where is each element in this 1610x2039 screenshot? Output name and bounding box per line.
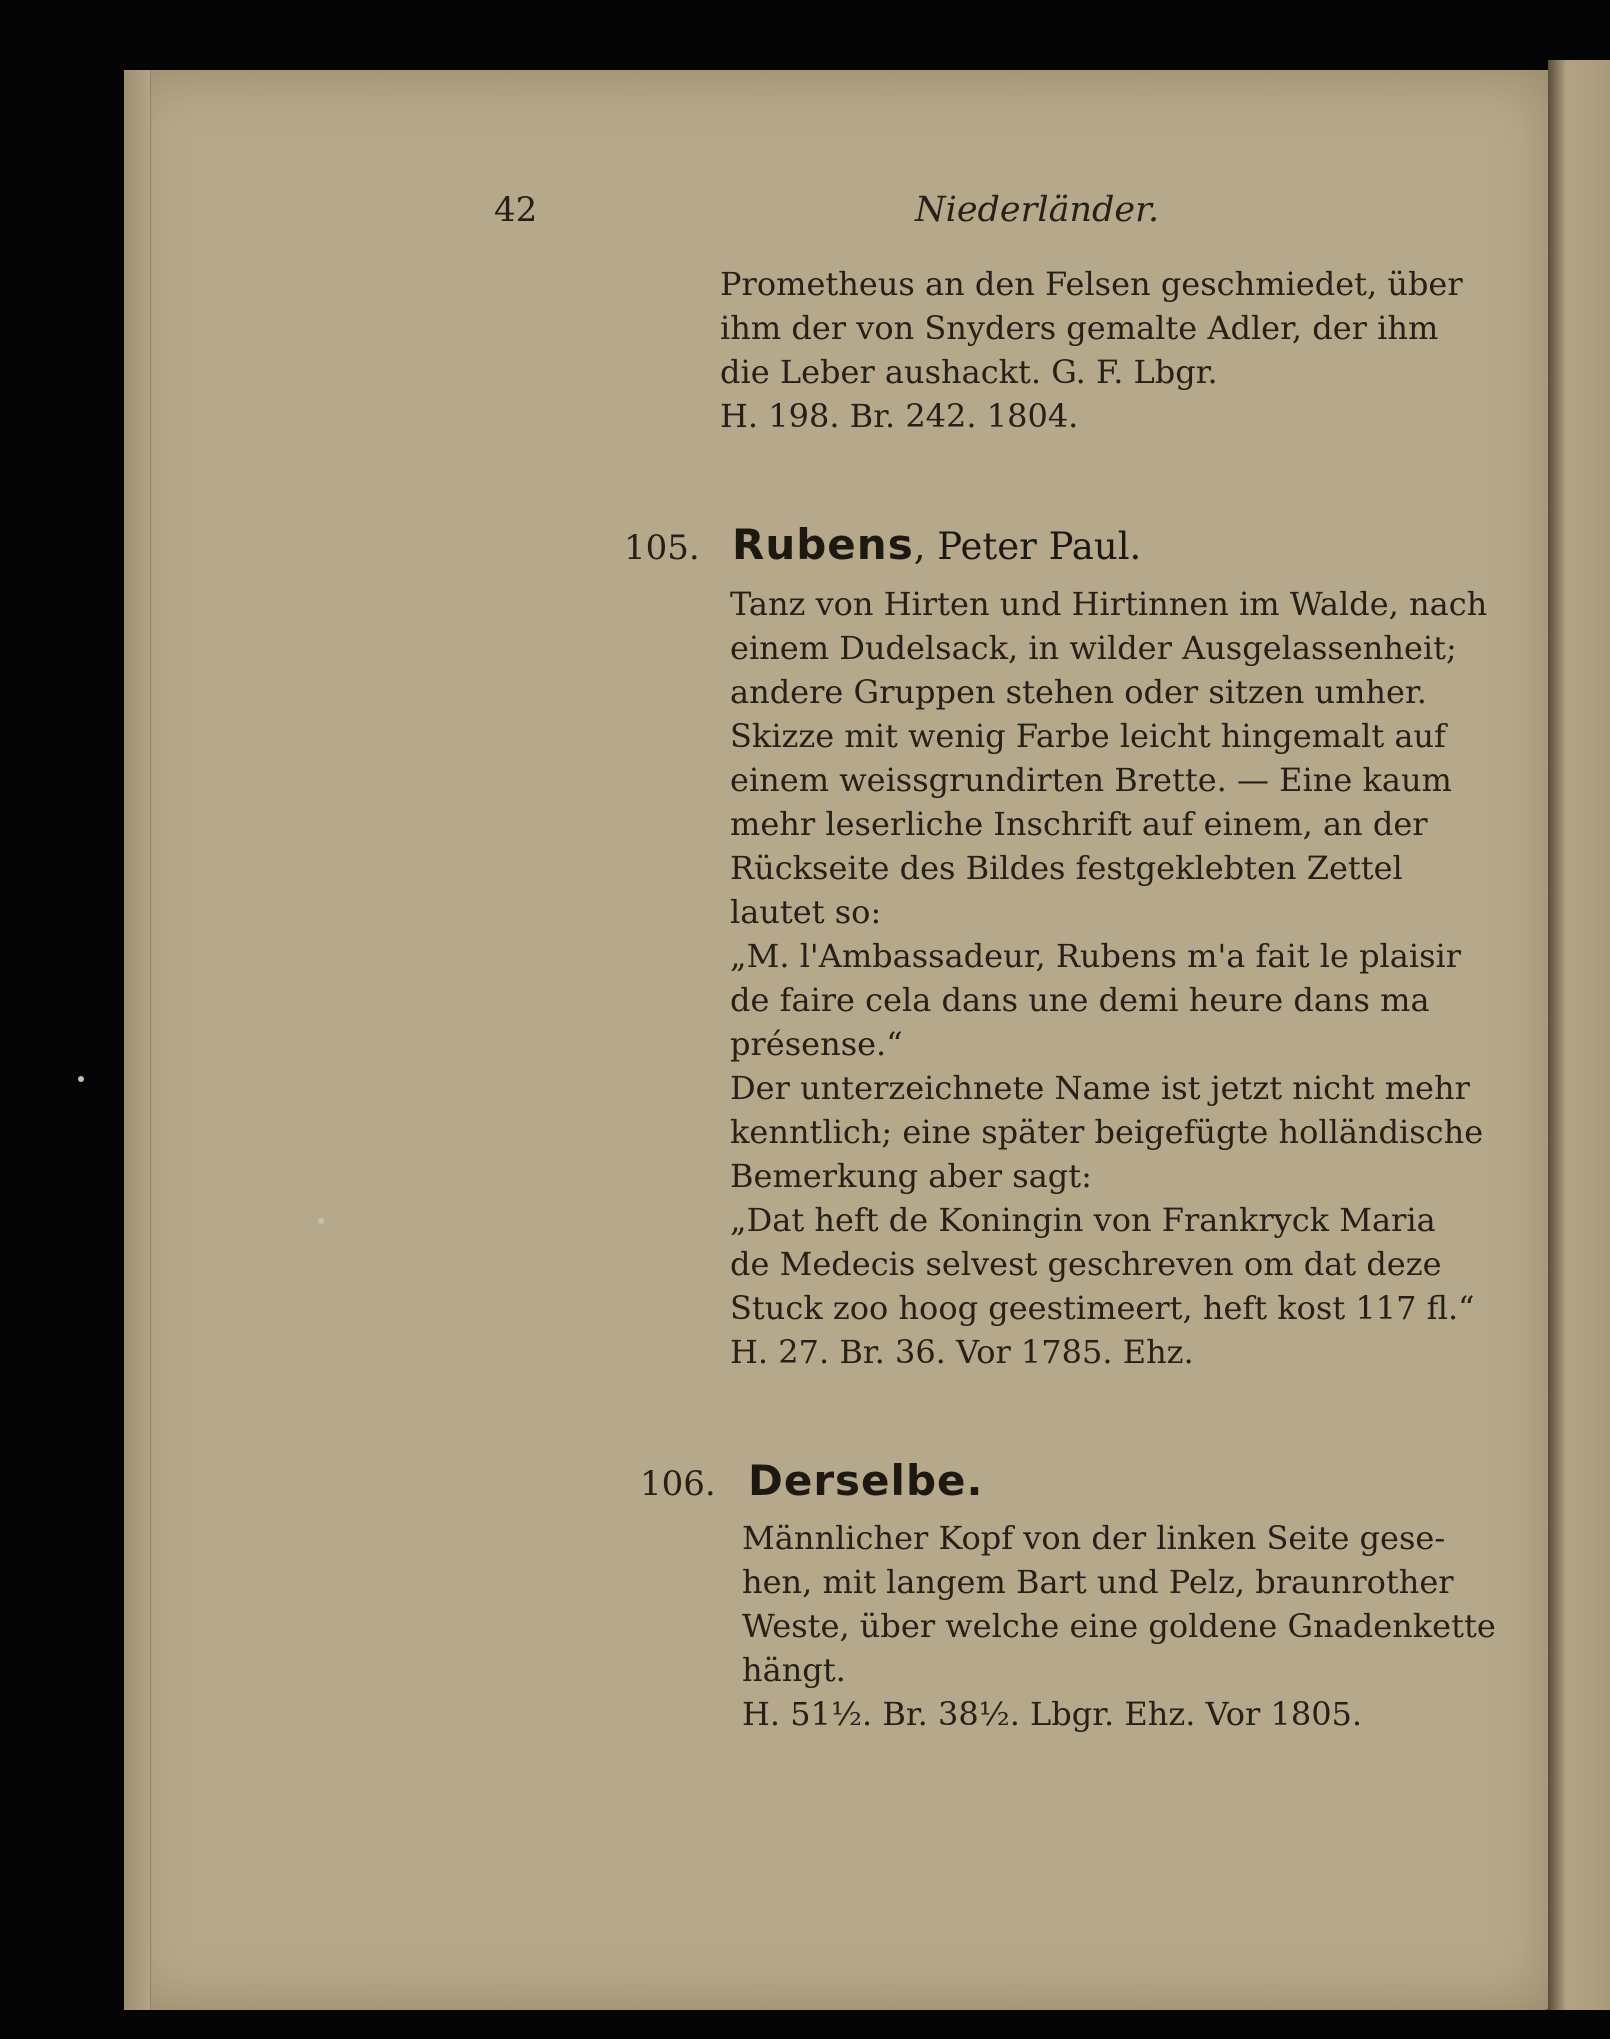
section-title: Niederländer. bbox=[915, 190, 1160, 230]
text-line: de faire cela dans une demi heure dans ma bbox=[730, 981, 1430, 1019]
text-line: Weste, über welche eine goldene Gnadenkette bbox=[742, 1607, 1496, 1645]
text-line: H. 198. Br. 242. 1804. bbox=[720, 397, 1079, 435]
entry-artist bbox=[732, 520, 1141, 569]
text-line: H. 51½. Br. 38½. Lbgr. Ehz. Vor 1805. bbox=[742, 1695, 1363, 1733]
text-line: andere Gruppen stehen oder sitzen umher. bbox=[730, 673, 1427, 711]
text-line: H. 27. Br. 36. Vor 1785. Ehz. bbox=[730, 1333, 1194, 1371]
book-gutter bbox=[1548, 60, 1610, 2010]
page-number: 42 bbox=[494, 190, 538, 230]
page-left-edge bbox=[124, 70, 151, 2010]
page-speck bbox=[318, 1218, 324, 1224]
text-line: de Medecis selvest geschreven om dat deze bbox=[730, 1245, 1442, 1283]
entry-number: 105. bbox=[624, 528, 700, 568]
text-line: mehr leserliche Inschrift auf einem, an der bbox=[730, 805, 1428, 843]
text-line: die Leber aushackt. G. F. Lbgr. bbox=[720, 353, 1218, 391]
text-line: ihm der von Snyders gemalte Adler, der ihm bbox=[720, 309, 1439, 347]
artist-surname: Rubens bbox=[732, 520, 914, 569]
text-line: présense.“ bbox=[730, 1025, 903, 1063]
artist-given-name: , Peter Paul. bbox=[913, 525, 1142, 568]
text-line: einem Dudelsack, in wilder Ausgelassenheit; bbox=[730, 629, 1457, 667]
text-line: Der unterzeichnete Name ist jetzt nicht mehr bbox=[730, 1069, 1470, 1107]
continuation-text bbox=[720, 262, 1463, 438]
text-line: Prometheus an den Felsen geschmiedet, über bbox=[720, 265, 1463, 303]
entry-artist bbox=[748, 1456, 983, 1505]
text-line: Stuck zoo hoog geestimeert, heft kost 117 fl.“ bbox=[730, 1289, 1475, 1327]
text-line: lautet so: bbox=[730, 893, 882, 931]
entry-number: 106. bbox=[640, 1464, 716, 1504]
text-line: Skizze mit wenig Farbe leicht hingemalt auf bbox=[730, 717, 1446, 755]
artist-surname: Derselbe. bbox=[748, 1456, 984, 1505]
text-line: Männlicher Kopf von der linken Seite gese- bbox=[742, 1519, 1446, 1557]
text-line: einem weissgrundirten Brette. — Eine kaum bbox=[730, 761, 1452, 799]
page-speck bbox=[78, 1076, 84, 1082]
text-line: Tanz von Hirten und Hirtinnen im Walde, nach bbox=[730, 585, 1488, 623]
entry-description bbox=[730, 582, 1487, 1374]
text-line: Rückseite des Bildes festgeklebten Zettel bbox=[730, 849, 1403, 887]
text-line: Bemerkung aber sagt: bbox=[730, 1157, 1092, 1195]
text-line: hängt. bbox=[742, 1651, 846, 1689]
text-line: hen, mit langem Bart und Pelz, braunrother bbox=[742, 1563, 1454, 1601]
text-line: „M. l'Ambassadeur, Rubens m'a fait le plaisir bbox=[730, 937, 1462, 975]
text-line: kenntlich; eine später beigefügte holländische bbox=[730, 1113, 1484, 1151]
text-line: „Dat heft de Koningin von Frankryck Maria bbox=[730, 1201, 1436, 1239]
entry-description bbox=[742, 1516, 1496, 1736]
